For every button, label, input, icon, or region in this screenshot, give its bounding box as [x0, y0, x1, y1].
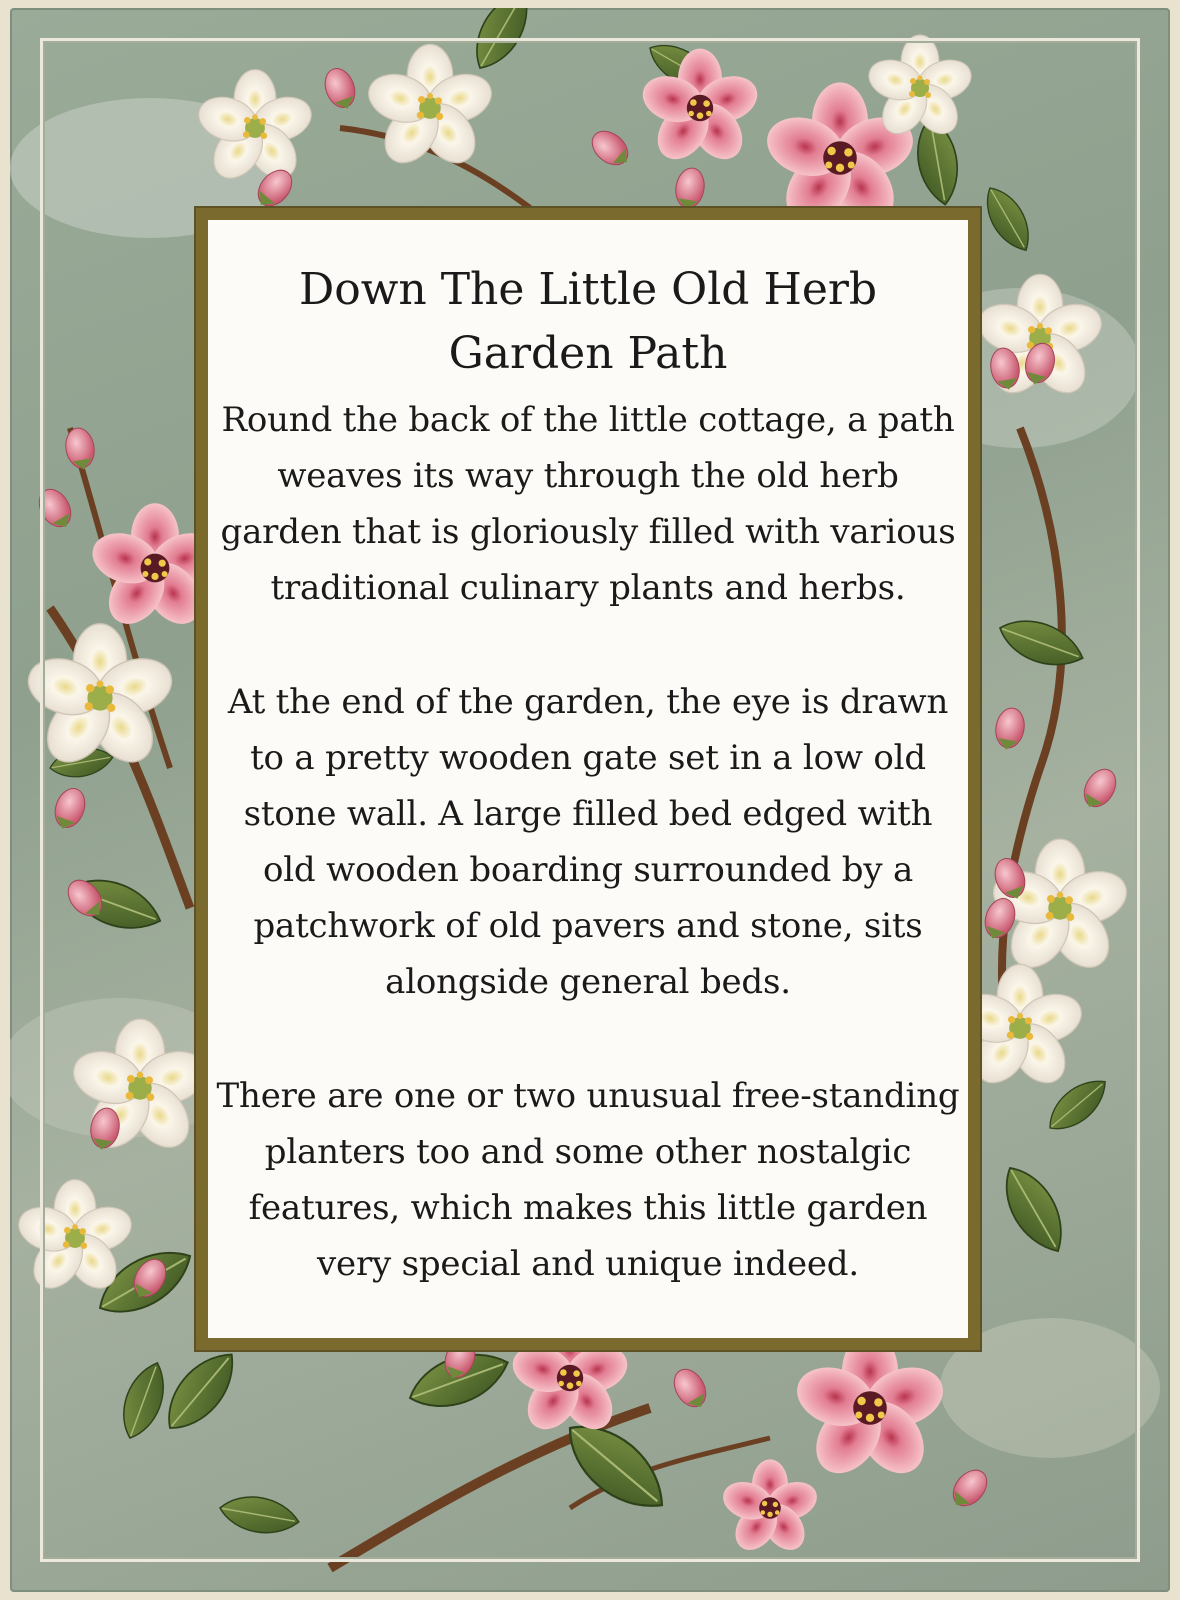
- page-title: Down The Little Old Herb Garden Path: [298, 264, 878, 379]
- paragraph-spacer: [208, 1010, 968, 1062]
- text-panel-frame: [196, 208, 980, 1350]
- paragraph-2: At the end of the garden, the eye is drawn to a pretty wooden gate set in a low old stone wall. A large filled bed edged with old wooden boarding surrounded by a patchwork of old pavers and stone, sits alongside general beds.: [227, 682, 949, 1002]
- paragraph-spacer: [208, 616, 968, 668]
- paragraph-3: There are one or two unusual free-standing planters too and some other nostalgic features, which makes this little garden very special and unique indeed.: [216, 1076, 960, 1284]
- vintage-card: [10, 8, 1170, 1592]
- text-panel: [208, 220, 968, 1338]
- paragraph-1: Round the back of the little cottage, a path weaves its way through the old herb garden that is gloriously filled with various traditional culinary plants and herbs.: [220, 400, 956, 608]
